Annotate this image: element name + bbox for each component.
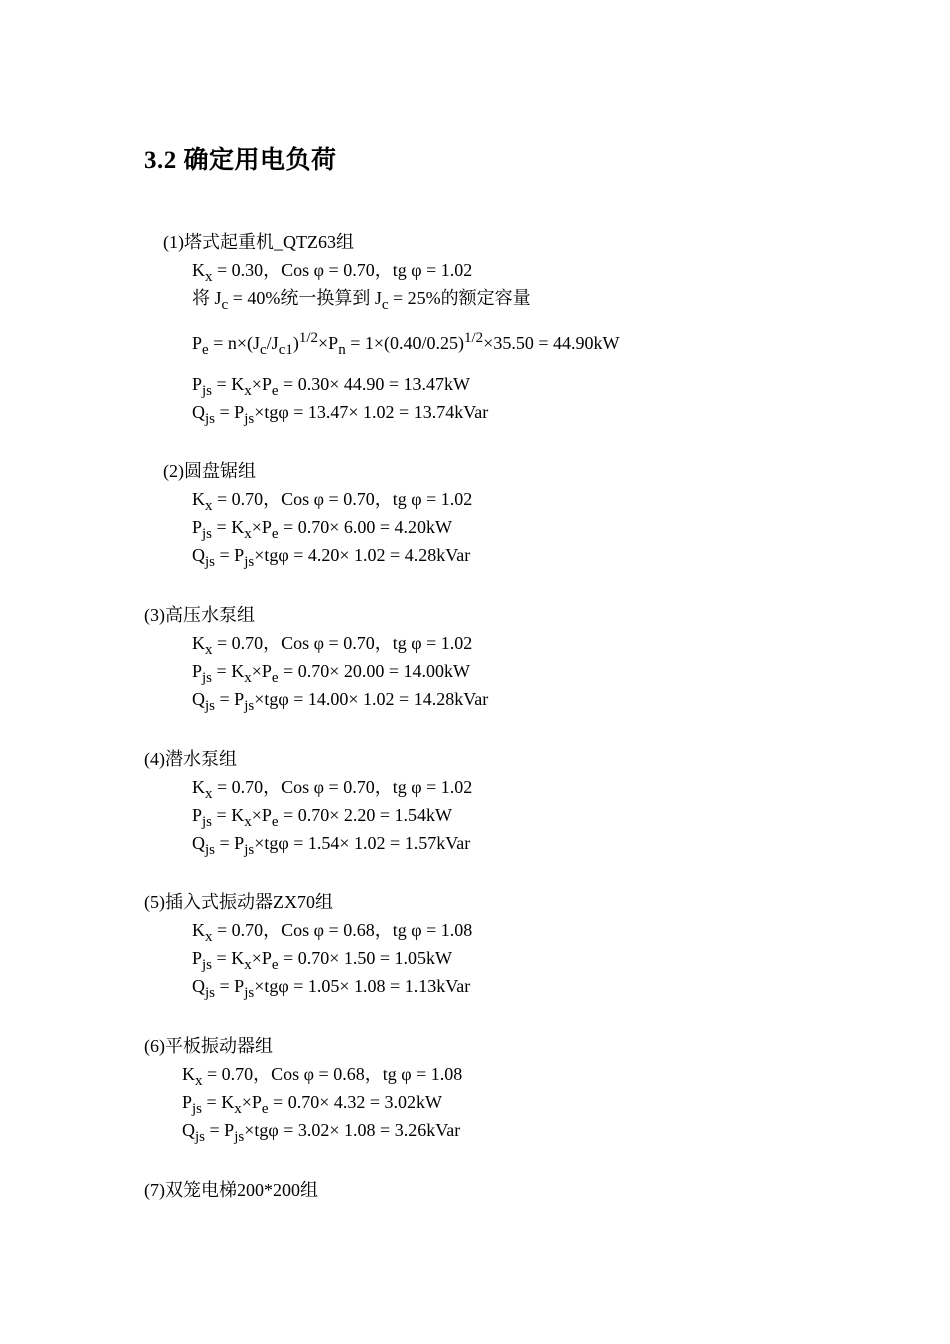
pjs-line: $P_{js} = K_x\times P_e = 0.70\times 2.20 = 1.54kW$ — [192, 805, 452, 830]
group-title: (3)高压水泵组 — [144, 605, 255, 625]
group-title: (5)插入式振动器ZX70组 — [144, 892, 333, 912]
qjs-line: $Q_{js} = P_{js}\times tg\varphi = 13.47\times 1.02$ = 13.74kVar — [192, 402, 489, 427]
group-title: (1)塔式起重机_QTZ63组 — [163, 232, 354, 252]
coefficient-line: $K_x = 0.70$，Cos φ = 0.70，tg φ = 1.02 — [192, 633, 473, 658]
section-heading: 3.2 确定用电负荷 — [144, 147, 337, 174]
pjs-line: $P_{js} = K_x\times P_e = 0.70\times 4.32 = 3.02kW$ — [182, 1092, 442, 1117]
group-title: (4)潜水泵组 — [144, 749, 237, 769]
qjs-line: $Q_{js} = P_{js}\times tg\varphi = 1.05\times 1.08$ = 1.13kVar — [192, 976, 471, 1001]
group-title: (6)平板振动器组 — [144, 1036, 273, 1056]
pjs-line: $P_{js} = K_x\times P_e = 0.70\times 20.00 = 14.00kW$ — [192, 661, 470, 686]
pjs-line: $P_{js} = K_x\times P_e = 0.30\times 44.90 = 13.47kW$ — [192, 374, 470, 399]
group-title: (7)双笼电梯200*200组 — [144, 1180, 318, 1200]
coefficient-line: $K_x = 0.70$，Cos φ = 0.68，tg φ = 1.08 — [192, 920, 473, 945]
qjs-line: $Q_{js} = P_{js}\times tg\varphi = 4.20\times 1.02$ = 4.28kVar — [192, 545, 471, 570]
coefficient-line: $K_x = 0.70$，Cos φ = 0.68，tg φ = 1.08 — [182, 1064, 463, 1089]
coefficient-line: $K_x = 0.70$，Cos φ = 0.70，tg φ = 1.02 — [192, 777, 473, 802]
coefficient-line: $K_x = 0.70$，Cos φ = 0.70，tg φ = 1.02 — [192, 489, 473, 514]
qjs-line: $Q_{js} = P_{js}\times tg\varphi = 1.54\times 1.02$ = 1.57kVar — [192, 833, 471, 858]
conversion-line: 将 $J_c = 40\%$统一换算到 $J_c = 25\%$的额定容量 — [192, 288, 531, 313]
coefficient-line: $K_x = 0.30$，Cos φ = 0.70，tg φ = 1.02 — [192, 260, 473, 285]
pjs-line: $P_{js} = K_x\times P_e = 0.70\times 1.50 = 1.05kW$ — [192, 948, 452, 973]
pjs-line: $P_{js} = K_x\times P_e = 0.70\times 6.00 = 4.20kW$ — [192, 517, 452, 542]
pe-formula-line: $P_e = n\times(J_c/J_{c1})^{1/2}\times P_n = 1\times(0.40/0.25)^{1/2}\times 35.50 = 44.90kW$ — [192, 330, 620, 358]
qjs-line: $Q_{js} = P_{js}\times tg\varphi = 3.02\times 1.08$ = 3.26kVar — [182, 1120, 461, 1145]
qjs-line: $Q_{js} = P_{js}\times tg\varphi = 14.00\times 1.02$ = 14.28kVar — [192, 689, 489, 714]
group-title: (2)圆盘锯组 — [163, 461, 256, 481]
